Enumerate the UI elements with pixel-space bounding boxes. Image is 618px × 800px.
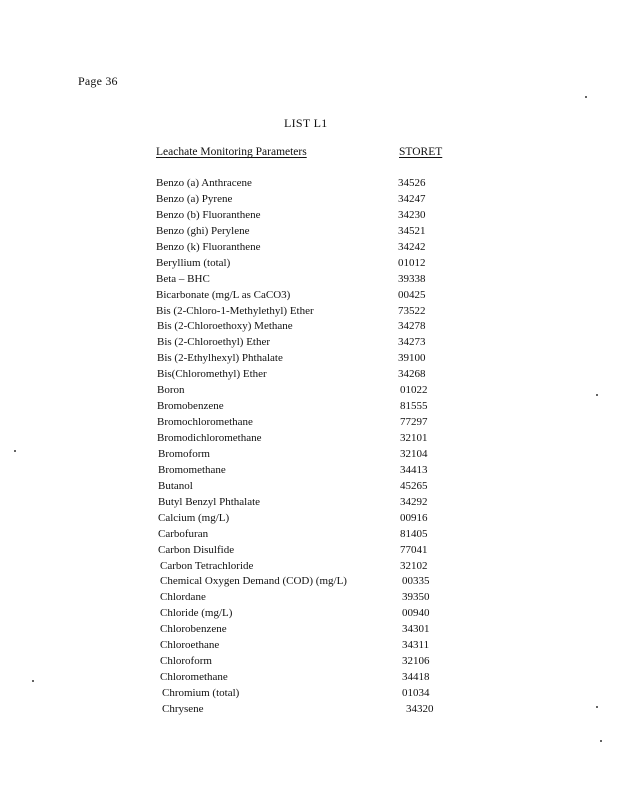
storet-code: 34242 <box>398 240 426 253</box>
table-row <box>0 606 618 622</box>
table-row <box>0 176 618 192</box>
parameter-name: Bis (2-Chloroethoxy) Methane <box>157 320 293 333</box>
storet-code: 34311 <box>402 639 430 652</box>
storet-code: 32102 <box>400 559 428 572</box>
table-row <box>0 527 618 543</box>
storet-code: 45265 <box>400 479 428 492</box>
parameter-name: Bromochloromethane <box>157 416 253 429</box>
parameter-name: Carbofuran <box>158 527 209 540</box>
storet-code: 01034 <box>402 687 430 699</box>
table-row <box>0 240 618 256</box>
parameter-name: Chloroethane <box>160 639 220 652</box>
storet-code: 34418 <box>402 671 430 684</box>
parameter-name: Bis (2-Ethylhexyl) Phthalate <box>157 352 283 365</box>
storet-code: 01012 <box>398 256 426 269</box>
table-row <box>0 256 618 272</box>
parameter-name: Chemical Oxygen Demand (COD) (mg/L) <box>160 575 347 588</box>
storet-code: 34526 <box>398 177 426 189</box>
storet-code: 34278 <box>398 320 426 333</box>
storet-code: 34301 <box>402 623 430 636</box>
table-row <box>0 192 618 208</box>
parameter-name: Chloroform <box>160 655 212 668</box>
parameter-name: Carbon Disulfide <box>158 543 235 556</box>
parameter-name: Butanol <box>158 479 193 492</box>
storet-code: 34273 <box>398 336 426 349</box>
table-row <box>0 447 618 463</box>
parameter-name: Chlorobenzene <box>160 623 227 636</box>
storet-code: 01022 <box>400 384 428 397</box>
storet-code: 00335 <box>402 575 430 588</box>
storet-code: 39350 <box>402 591 430 604</box>
scan-speck <box>585 96 587 98</box>
storet-code: 81405 <box>400 527 428 540</box>
parameter-name: Chlordane <box>160 591 206 604</box>
parameter-name: Butyl Benzyl Phthalate <box>158 495 261 508</box>
column-header-storet: STORET <box>399 146 443 158</box>
table-row <box>0 288 618 304</box>
storet-code: 34521 <box>398 224 426 237</box>
table-row <box>0 638 618 654</box>
table-row <box>0 686 618 702</box>
table-row <box>0 224 618 240</box>
storet-code: 34320 <box>406 702 434 715</box>
parameter-name: Bromodichloromethane <box>157 432 262 444</box>
storet-code: 77297 <box>400 416 428 429</box>
parameter-name: Benzo (k) Fluoranthene <box>156 240 261 253</box>
storet-code: 32106 <box>402 655 430 668</box>
storet-code: 39338 <box>398 272 426 285</box>
parameter-name: Benzo (a) Pyrene <box>156 192 233 205</box>
table-row <box>0 431 618 447</box>
parameter-table <box>0 176 618 718</box>
parameter-name: Bis(Chloromethyl) Ether <box>157 368 267 381</box>
page-number: Page 36 <box>78 74 118 88</box>
scan-speck <box>596 394 598 396</box>
list-title: LIST L1 <box>284 116 328 130</box>
table-row <box>0 495 618 511</box>
storet-code: 00916 <box>400 511 428 524</box>
storet-code: 34247 <box>398 192 426 205</box>
scan-speck <box>600 740 602 742</box>
table-row <box>0 208 618 224</box>
parameter-name: Bis (2-Chloroethyl) Ether <box>157 336 271 349</box>
storet-code: 34268 <box>398 368 426 381</box>
table-row <box>0 654 618 670</box>
parameter-name: Bromobenzene <box>157 400 224 413</box>
parameter-name: Calcium (mg/L) <box>158 511 230 524</box>
parameter-name: Bromoform <box>158 447 210 460</box>
table-row <box>0 304 618 320</box>
storet-code: 00940 <box>402 607 430 620</box>
table-row <box>0 351 618 367</box>
column-header-parameter: Leachate Monitoring Parameters <box>156 146 307 158</box>
scan-speck <box>14 450 16 452</box>
table-row <box>0 543 618 559</box>
table-row <box>0 367 618 383</box>
table-row <box>0 574 618 590</box>
parameter-name: Bromomethane <box>158 463 226 476</box>
table-row <box>0 511 618 527</box>
table-row <box>0 383 618 399</box>
parameter-name: Boron <box>157 384 185 397</box>
storet-code: 34413 <box>400 463 428 476</box>
table-row <box>0 702 618 718</box>
storet-code: 77041 <box>400 543 428 556</box>
storet-code: 73522 <box>398 304 426 317</box>
table-row <box>0 319 618 335</box>
storet-code: 34230 <box>398 208 426 221</box>
table-row <box>0 415 618 431</box>
parameter-name: Beryllium (total) <box>156 256 231 269</box>
parameter-name: Benzo (b) Fluoranthene <box>156 208 261 221</box>
table-row <box>0 479 618 495</box>
storet-code: 81555 <box>400 400 428 413</box>
parameter-name: Bicarbonate (mg/L as CaCO3) <box>156 288 291 301</box>
parameter-name: Beta – BHC <box>156 272 210 285</box>
table-row <box>0 272 618 288</box>
parameter-name: Chloromethane <box>160 671 228 684</box>
table-row <box>0 335 618 351</box>
parameter-name: Benzo (a) Anthracene <box>156 177 252 189</box>
parameter-name: Carbon Tetrachloride <box>160 559 254 572</box>
storet-code: 00425 <box>398 288 426 301</box>
table-row <box>0 590 618 606</box>
scan-speck <box>596 706 598 708</box>
parameter-name: Chloride (mg/L) <box>160 607 233 620</box>
table-row <box>0 559 618 575</box>
table-row <box>0 670 618 686</box>
parameter-name: Bis (2-Chloro-1-Methylethyl) Ether <box>156 304 314 317</box>
parameter-name: Chrysene <box>162 702 204 715</box>
table-row <box>0 399 618 415</box>
storet-code: 39100 <box>398 352 426 365</box>
storet-code: 34292 <box>400 495 428 508</box>
table-row <box>0 463 618 479</box>
table-row <box>0 622 618 638</box>
scan-speck <box>32 680 34 682</box>
parameter-name: Chromium (total) <box>162 687 240 699</box>
storet-code: 32104 <box>400 447 428 460</box>
parameter-name: Benzo (ghi) Perylene <box>156 224 250 237</box>
storet-code: 32101 <box>400 432 428 444</box>
